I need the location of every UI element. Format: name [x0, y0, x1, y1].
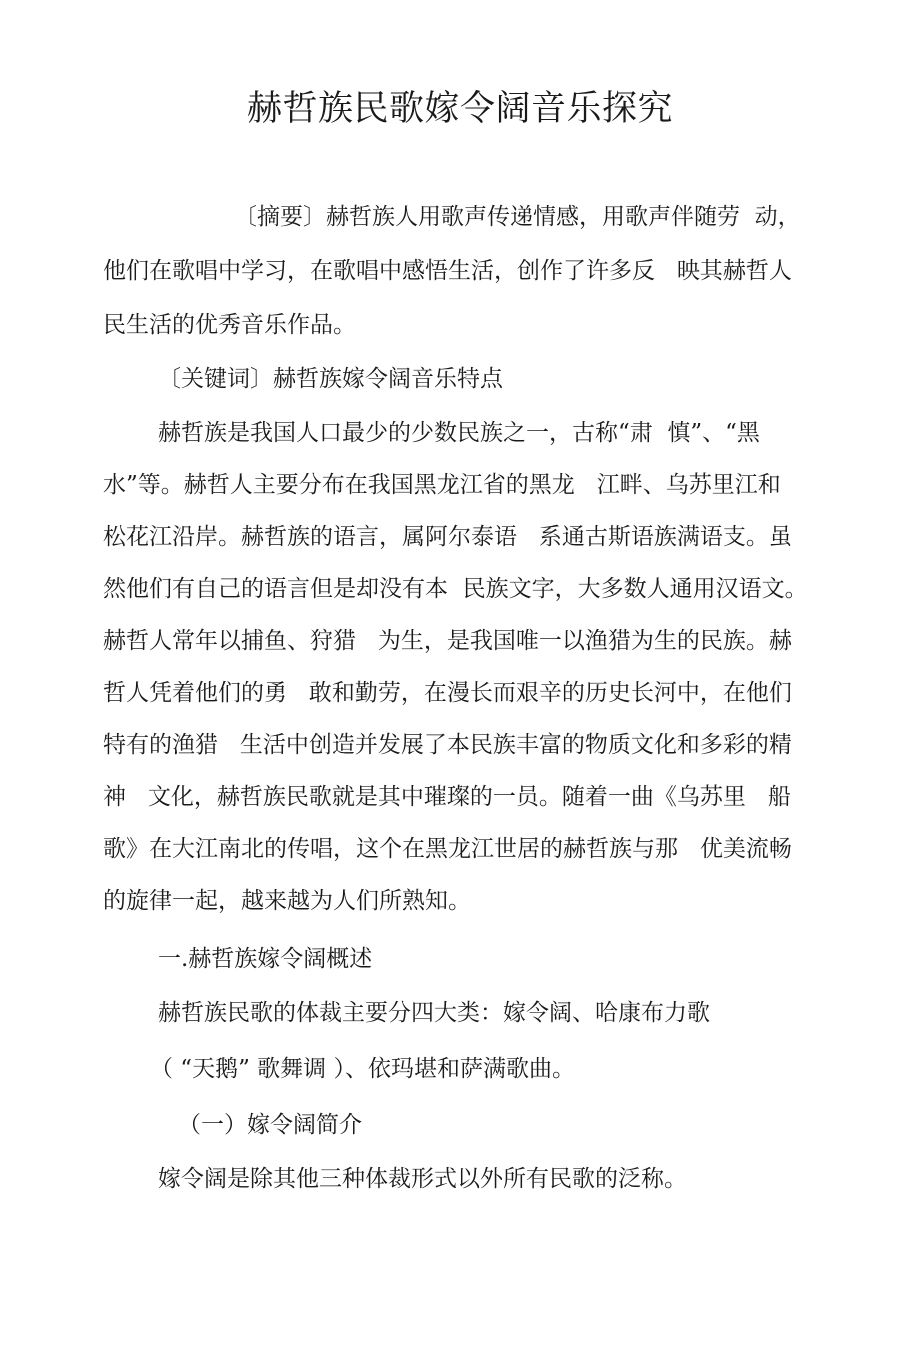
body-line: （ “天鹅” 歌舞调 ）、依玛堪和萨满歌曲。: [150, 1056, 575, 1082]
body-line: 神 文化，赫哲族民歌就是其中璀璨的一员。随着一曲《乌苏里 船: [103, 784, 791, 810]
body-line: 赫哲族民歌的体裁主要分四大类：嫁令阔、哈康布力歌: [158, 1000, 710, 1026]
abstract-line: 〔摘要〕赫哲族人用歌声传递情感，用歌声伴随劳 动，: [234, 204, 801, 230]
abstract-line: 民生活的优秀音乐作品。: [103, 312, 356, 338]
body-line: 的旋律一起，越来越为人们所熟知。: [103, 888, 471, 914]
section-heading: 一.赫哲族嫁令阔概述: [158, 946, 373, 972]
body-line: 水”等。赫哲人主要分布在我国黑龙江省的黑龙 江畔、乌苏里江和: [103, 472, 781, 498]
body-line: 赫哲族是我国人口最少的少数民族之一，古称“肃 慎”、“黑: [158, 420, 760, 446]
body-line: 歌》在大江南北的传唱，这个在黑龙江世居的赫哲族与那 优美流畅: [103, 836, 792, 862]
body-line: 松花江沿岸。赫哲族的语言，属阿尔泰语 系通古斯语族满语支。虽: [103, 524, 792, 550]
document-title: 赫哲族民歌嫁令阔音乐探究: [246, 89, 673, 129]
subsection-heading: （一）嫁令阔简介: [178, 1112, 362, 1138]
keywords-line: 〔关键词〕赫哲族嫁令阔音乐特点: [158, 366, 503, 392]
body-line: 然他们有自己的语言但是却没有本 民族文字，大多数人通用汉语文。: [103, 576, 808, 602]
body-line: 哲人凭着他们的勇 敢和勤劳，在漫长而艰辛的历史长河中，在他们: [103, 680, 792, 706]
body-line: 赫哲人常年以捕鱼、狩猎 为生，是我国唯一以渔猎为生的民族。赫: [103, 628, 792, 654]
body-line: 特有的渔猎 生活中创造并发展了本民族丰富的物质文化和多彩的精: [103, 732, 792, 758]
abstract-line: 他们在歌唱中学习，在歌唱中感悟生活，创作了许多反 映其赫哲人: [103, 258, 792, 284]
body-line: 嫁令阔是除其他三种体裁形式以外所有民歌的泛称。: [158, 1166, 687, 1192]
